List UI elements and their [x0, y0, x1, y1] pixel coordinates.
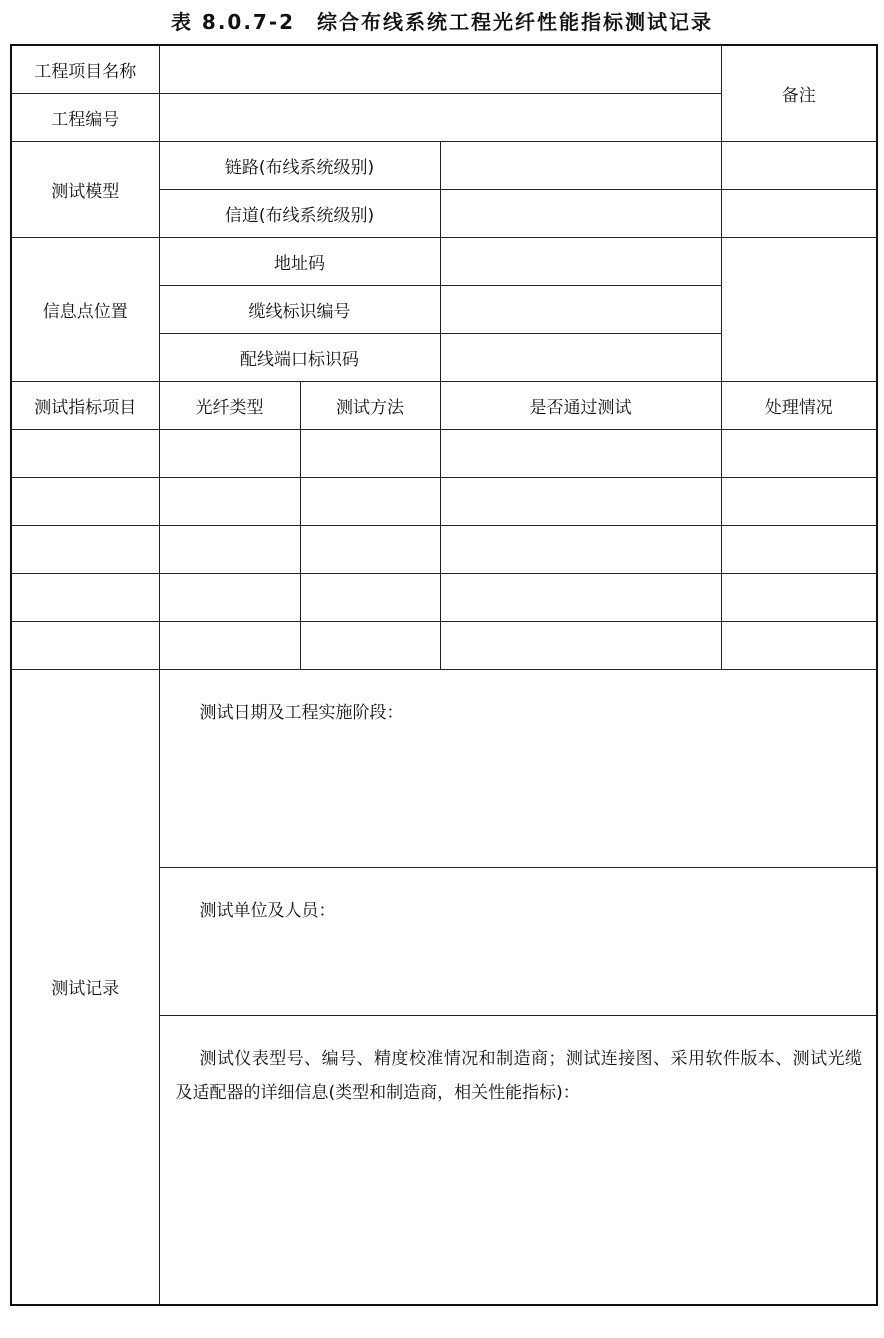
cell-fiber-type[interactable]	[159, 573, 300, 621]
test-record-label: 测试记录	[11, 669, 159, 1305]
cell-handling[interactable]	[721, 477, 877, 525]
cell-item[interactable]	[11, 621, 159, 669]
instrument-info-block[interactable]	[159, 1015, 877, 1305]
column-header-method: 测试方法	[300, 381, 440, 429]
project-name-field[interactable]	[159, 45, 721, 93]
cell-method[interactable]	[300, 429, 440, 477]
project-no-field[interactable]	[159, 93, 721, 141]
instrument-info-label: 测试仪表型号、编号、精度校准情况和制造商；测试连接图、采用软件版本、测试光缆及适配器的详细信息(类型和制造商，相关性能指标)：	[175, 1048, 863, 1103]
date-stage-label: 测试日期及工程实施阶段：	[199, 702, 404, 723]
project-name-label: 工程项目名称	[11, 45, 159, 93]
channel-label: 信道(布线系统级别)	[159, 189, 440, 237]
port-id-field[interactable]	[440, 333, 721, 381]
table-row	[11, 525, 877, 573]
cell-handling[interactable]	[721, 621, 877, 669]
table-title: 表 8.0.7-2 综合布线系统工程光纤性能指标测试记录	[170, 10, 714, 34]
cell-item[interactable]	[11, 477, 159, 525]
cable-id-label: 缆线标识编号	[159, 285, 440, 333]
column-header-passed: 是否通过测试	[440, 381, 721, 429]
cell-fiber-type[interactable]	[159, 477, 300, 525]
table-row	[11, 477, 877, 525]
info-point-remark-field[interactable]	[721, 237, 877, 381]
address-code-label: 地址码	[159, 237, 440, 285]
channel-remark-field[interactable]	[721, 189, 877, 237]
remark-label: 备注	[721, 45, 877, 141]
unit-staff-block[interactable]	[159, 867, 877, 1015]
cell-handling[interactable]	[721, 429, 877, 477]
test-model-label: 测试模型	[11, 141, 159, 237]
cell-passed[interactable]	[440, 621, 721, 669]
channel-field[interactable]	[440, 189, 721, 237]
cell-item[interactable]	[11, 429, 159, 477]
unit-staff-label: 测试单位及人员：	[199, 900, 336, 921]
cell-fiber-type[interactable]	[159, 525, 300, 573]
link-remark-field[interactable]	[721, 141, 877, 189]
cell-handling[interactable]	[721, 525, 877, 573]
table-row	[11, 573, 877, 621]
column-header-fiber-type: 光纤类型	[159, 381, 300, 429]
cell-method[interactable]	[300, 477, 440, 525]
column-header-handling: 处理情况	[721, 381, 877, 429]
cell-handling[interactable]	[721, 573, 877, 621]
cell-method[interactable]	[300, 621, 440, 669]
cell-passed[interactable]	[440, 525, 721, 573]
cell-passed[interactable]	[440, 429, 721, 477]
cell-item[interactable]	[11, 573, 159, 621]
project-no-label: 工程编号	[11, 93, 159, 141]
cell-passed[interactable]	[440, 573, 721, 621]
cable-id-field[interactable]	[440, 285, 721, 333]
port-id-label: 配线端口标识码	[159, 333, 440, 381]
link-label: 链路(布线系统级别)	[159, 141, 440, 189]
fiber-test-record-table	[10, 44, 878, 1306]
info-point-label: 信息点位置	[11, 237, 159, 381]
cell-passed[interactable]	[440, 477, 721, 525]
cell-fiber-type[interactable]	[159, 429, 300, 477]
cell-method[interactable]	[300, 573, 440, 621]
cell-fiber-type[interactable]	[159, 621, 300, 669]
cell-item[interactable]	[11, 525, 159, 573]
table-row	[11, 429, 877, 477]
address-code-field[interactable]	[440, 237, 721, 285]
column-header-item: 测试指标项目	[11, 381, 159, 429]
cell-method[interactable]	[300, 525, 440, 573]
table-row	[11, 621, 877, 669]
link-field[interactable]	[440, 141, 721, 189]
date-stage-block[interactable]	[159, 669, 877, 867]
